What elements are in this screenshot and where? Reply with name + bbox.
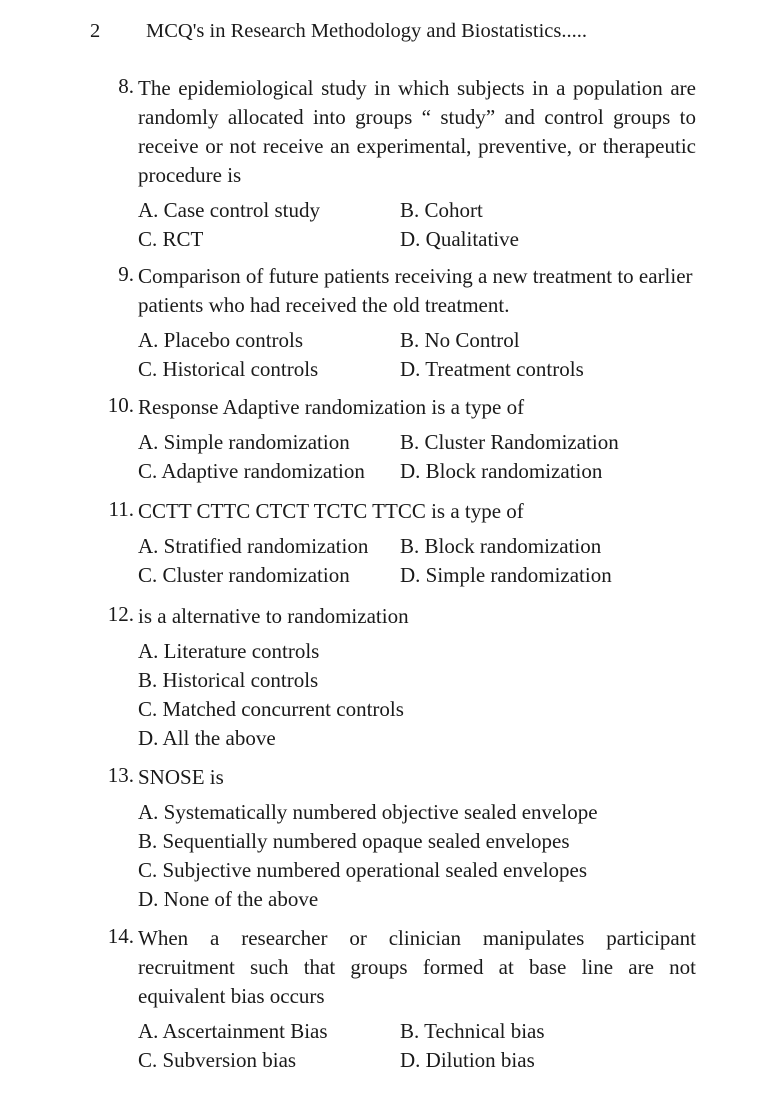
option-d: D. All the above [138,726,276,750]
question-8 [90,74,696,254]
option-a: A. Literature controls [138,639,320,663]
option-a: A. Ascertainment Bias [138,1019,328,1043]
option-c: C. Cluster randomization [138,563,350,587]
option-a: A. Placebo controls [138,328,304,352]
option-d: D. Treatment controls [400,357,584,381]
question-11 [90,497,696,590]
option-c: C. Adaptive randomization [138,459,365,483]
option-c: C. Matched concurrent controls [138,697,404,721]
book-title: MCQ's in Research Methodology and Biostatistics..... [146,20,587,42]
options [138,1017,696,1075]
option-d: D. Qualitative [400,227,519,251]
option-c: C. Subjective numbered operational sealed envelopes [138,858,588,882]
question-text: is a alternative to randomization [138,604,409,628]
option-b: B. Technical bias [400,1019,545,1043]
options [138,637,696,753]
options [138,428,696,486]
options [138,798,696,914]
option-a: A. Simple randomization [138,430,350,454]
question-number: 10. [107,393,134,417]
question-9 [90,262,696,384]
option-c: C. Historical controls [138,357,319,381]
option-c: C. Subversion bias [138,1048,297,1072]
option-b: B. Sequentially numbered opaque sealed envelopes [138,829,570,853]
option-b: B. No Control [400,328,520,352]
option-a: A. Stratified randomization [138,534,369,558]
option-b: B. Block randomization [400,534,602,558]
question-13 [90,763,696,914]
options [138,196,696,254]
question-text: Response Adaptive randomization is a type of [138,395,525,419]
question-number: 11. [108,497,134,521]
question-number: 9. [118,262,134,286]
option-c: C. RCT [138,227,204,251]
option-b: B. Cohort [400,198,483,222]
question-number: 13. [107,763,134,787]
option-d: D. Dilution bias [400,1048,535,1072]
option-d: D. None of the above [138,887,319,911]
question-text: The epidemiological study in which subjects in a population are randomly allocated into groups “ study” and control groups to receive or not receive an experimental, preventive, or therapeutic procedure is [138,76,696,187]
question-text: CCTT CTTC CTCT TCTC TTCC is a type of [138,499,524,523]
question-text: Comparison of future patients receiving a new treatment to earlier patients who had received the old treatment. [138,264,693,317]
option-d: D. Block randomization [400,459,603,483]
page-number: 2 [90,20,101,42]
options [138,532,696,590]
question-number: 8. [118,74,134,98]
page-header [90,20,587,43]
question-number: 14. [107,924,134,948]
question-12 [90,602,696,753]
question-text: When a researcher or clinician manipulates participant recruitment such that groups formed at base line are not equivalent bias occurs [138,926,696,1008]
question-text: SNOSE is [138,765,224,789]
option-b: B. Cluster Randomization [400,430,619,454]
option-a: A. Systematically numbered objective sealed envelope [138,800,598,824]
options [138,326,696,384]
question-14 [90,924,696,1075]
option-b: B. Historical controls [138,668,319,692]
question-10 [90,393,696,486]
question-number: 12. [107,602,134,626]
option-d: D. Simple randomization [400,563,612,587]
option-a: A. Case control study [138,198,320,222]
